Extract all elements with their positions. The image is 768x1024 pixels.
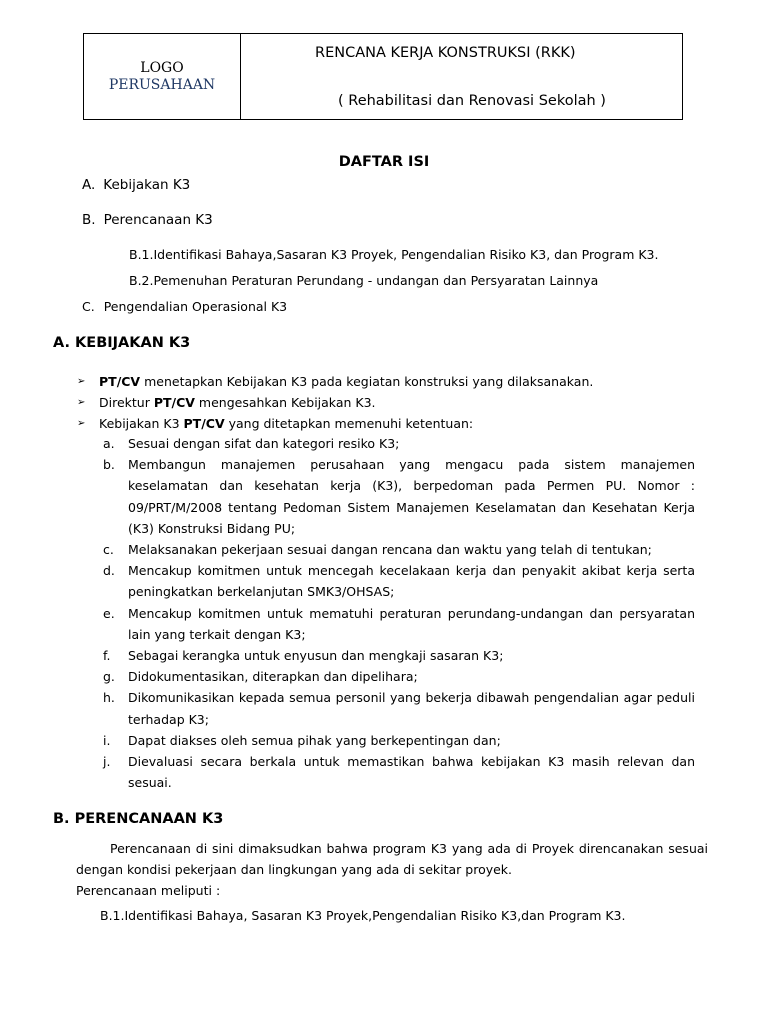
toc-item-b	[82, 212, 213, 228]
toc-item-label: A.	[82, 177, 96, 193]
section-b-meliputi: Perencanaan meliputi :	[76, 883, 221, 898]
bullet-text: Direktur PT/CV mengesahkan Kebijakan K3.	[99, 395, 376, 410]
list-item-label: g.	[103, 669, 115, 685]
list-item-text: Membangun manajemen perusahaan yang mengacu pada sistem manajemen keselamatan dan kesehatan kerja (K3), berpedoman pada Permen PU. Nomor : 09/PRT/M/2008 tentang Pedoman Sistem Manajemen Keselamatan dan Kesehatan Kerja (K3) Konstruksi Bidang PU;	[128, 457, 695, 536]
arrow-bullet-icon: ➢	[77, 418, 86, 429]
list-item	[103, 687, 695, 729]
policy-criteria-list	[103, 433, 695, 793]
toc-item-label: B.	[82, 212, 96, 228]
list-item-text: Mencakup komitmen untuk mencegah kecelakaan kerja dan penyakit akibat kerja serta peningkatkan berkelanjutan SMK3/OHSAS;	[128, 563, 695, 600]
list-item-label: h.	[103, 690, 115, 706]
list-item-label: a.	[103, 436, 115, 451]
title-cell	[241, 34, 682, 119]
list-item-text: Didokumentasikan, diterapkan dan dipelihara;	[128, 669, 418, 685]
toc-title: DAFTAR ISI	[338, 154, 430, 170]
toc-item-text: Pengendalian Operasional K3	[103, 299, 288, 314]
list-item	[103, 539, 695, 560]
toc-sub-item-b1: B.1.Identifikasi Bahaya,Sasaran K3 Proyek, Pengendalian Risiko K3, dan Program K3.	[129, 247, 659, 262]
section-b-heading: B. PERENCANAAN K3	[53, 811, 224, 827]
list-item	[103, 751, 695, 793]
list-item-text: Sebagai kerangka untuk enyusun dan mengkaji sasaran K3;	[128, 648, 504, 664]
list-item	[103, 730, 695, 751]
toc-item-label: C.	[82, 299, 95, 314]
document-subtitle: ( Rehabilitasi dan Renovasi Sekolah )	[338, 93, 606, 109]
toc-item-text: Perencanaan K3	[103, 212, 213, 228]
bullet-text: PT/CV menetapkan Kebijakan K3 pada kegiatan konstruksi yang dilaksanakan.	[99, 374, 594, 389]
list-item-label: e.	[103, 605, 115, 621]
section-a-heading: A. KEBIJAKAN K3	[53, 335, 191, 351]
list-item	[103, 603, 695, 645]
bullet-item	[77, 371, 593, 392]
section-b-paragraph: Perencanaan di sini dimaksudkan bahwa program K3 yang ada di Proyek direncanakan sesuai dengan kondisi pekerjaan dan lingkungan yang ada di sekitar proyek.	[76, 841, 708, 877]
arrow-bullet-icon: ➢	[77, 376, 86, 387]
list-item-text: Dikomunikasikan kepada semua personil yang bekerja dibawah pengendalian agar peduli terhadap K3;	[128, 690, 695, 727]
header-table	[83, 33, 683, 120]
arrow-bullet-icon: ➢	[77, 397, 86, 408]
list-item-text: Sesuai dengan sifat dan kategori resiko K3;	[128, 436, 400, 451]
bullet-item	[77, 413, 593, 434]
list-item-text: Dievaluasi secara berkala untuk memastikan bahwa kebijakan K3 masih relevan dan sesuai.	[128, 754, 695, 791]
toc-item-c	[82, 299, 287, 314]
list-item-label: c.	[103, 542, 114, 558]
list-item-label: b.	[103, 457, 115, 473]
list-item-text: Dapat diakses oleh semua pihak yang berkepentingan dan;	[128, 732, 501, 748]
toc-item-a	[82, 177, 190, 193]
logo-line-1: LOGO	[140, 59, 184, 76]
toc-item-text: Kebijakan K3	[103, 177, 191, 193]
section-b-sub-item: B.1.Identifikasi Bahaya, Sasaran K3 Proyek,Pengendalian Risiko K3,dan Program K3.	[100, 908, 626, 923]
list-item	[103, 433, 695, 454]
list-item-text: Melaksanakan pekerjaan sesuai dangan rencana dan waktu yang telah di tentukan;	[128, 542, 652, 558]
document-title: RENCANA KERJA KONSTRUKSI (RKK)	[315, 45, 576, 61]
list-item	[103, 560, 695, 602]
list-item-text: Mencakup komitmen untuk mematuhi peraturan perundang-undangan dan persyaratan lain yang terkait dengan K3;	[128, 605, 695, 642]
logo-line-2: PERUSAHAAN	[108, 76, 216, 93]
toc-sub-item-b2: B.2.Pemenuhan Peraturan Perundang - undangan dan Persyaratan Lainnya	[129, 273, 599, 288]
bullet-item	[77, 392, 593, 413]
list-item	[103, 645, 695, 666]
policy-bullet-list	[77, 371, 593, 434]
list-item	[103, 666, 695, 687]
list-item-label: f.	[103, 648, 111, 664]
list-item-label: i.	[103, 732, 111, 748]
section-b-body	[76, 838, 708, 926]
list-item-label: j.	[103, 754, 111, 770]
list-item-label: d.	[103, 563, 115, 579]
bullet-text: Kebijakan K3 PT/CV yang ditetapkan memenuhi ketentuan:	[99, 416, 474, 431]
list-item	[103, 454, 695, 539]
logo-cell	[84, 34, 241, 119]
